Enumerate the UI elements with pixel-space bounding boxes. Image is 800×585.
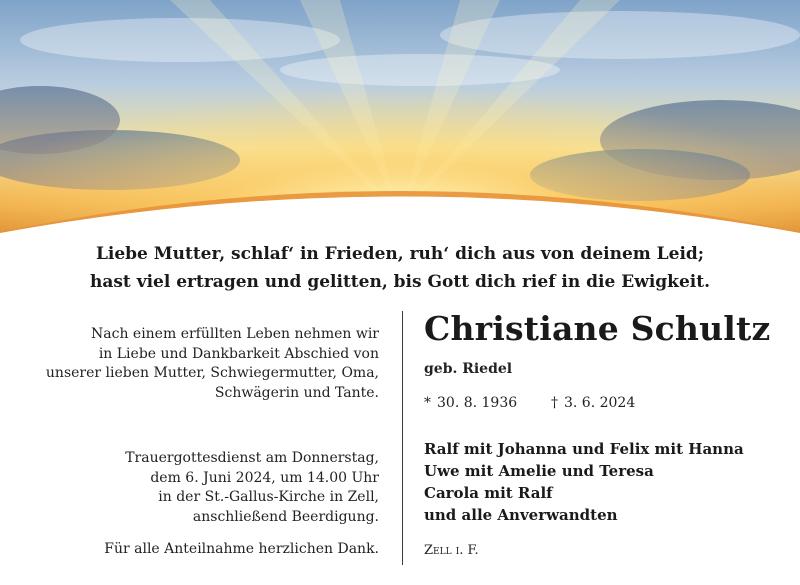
motto-verse — [0, 240, 800, 296]
deceased-name: Christiane Schultz — [424, 309, 771, 348]
mourners-list — [424, 438, 744, 526]
motto-line: hast viel ertragen und gelitten, bis Gott dich rief in die Ewigkeit. — [89, 272, 710, 292]
service-line: dem 6. Juni 2024, um 14.00 Uhr — [150, 469, 379, 486]
vertical-divider — [402, 311, 403, 565]
thanks-text — [104, 540, 379, 560]
mourner-line: Ralf mit Johanna und Felix mit Hanna — [424, 440, 744, 458]
sunset-image — [0, 0, 800, 240]
intro-line: in Liebe und Dankbarkeit Abschied von — [98, 345, 379, 362]
death-symbol: † — [551, 395, 558, 411]
mourner-line: und alle Anverwandten — [424, 506, 618, 524]
intro-line: Schwägerin und Tante. — [214, 384, 379, 401]
maiden-name: geb. Riedel — [424, 361, 513, 377]
intro-line: unserer lieben Mutter, Schwiegermutter, Oma, — [45, 365, 379, 381]
intro-line: Nach einem erfüllten Leben nehmen wir — [91, 326, 379, 342]
service-line: in der St.-Gallus-Kirche in Zell, — [158, 489, 379, 505]
service-line: Trauergottesdienst am Donnerstag, — [125, 450, 379, 466]
mourner-line: Carola mit Ralf — [424, 484, 553, 502]
sunset-sky-graphic — [0, 0, 800, 240]
death-date-value: 3. 6. 2024 — [564, 395, 636, 411]
motto-line: Liebe Mutter, schlaf‘ in Frieden, ruh‘ dich aus von deinem Leid; — [95, 244, 705, 264]
service-line: anschließend Beerdigung. — [192, 508, 379, 525]
birth-symbol: * — [424, 395, 431, 411]
mourner-line: Uwe mit Amelie und Teresa — [424, 462, 654, 480]
death-date — [551, 395, 635, 411]
place-name: Zell i. F. — [424, 543, 479, 558]
birth-date-value: 30. 8. 1936 — [437, 395, 518, 411]
service-info — [125, 449, 379, 527]
birth-date — [424, 395, 517, 411]
intro-text — [46, 325, 379, 403]
thanks-line: Für alle Anteilnahme herzlichen Dank. — [104, 541, 379, 557]
